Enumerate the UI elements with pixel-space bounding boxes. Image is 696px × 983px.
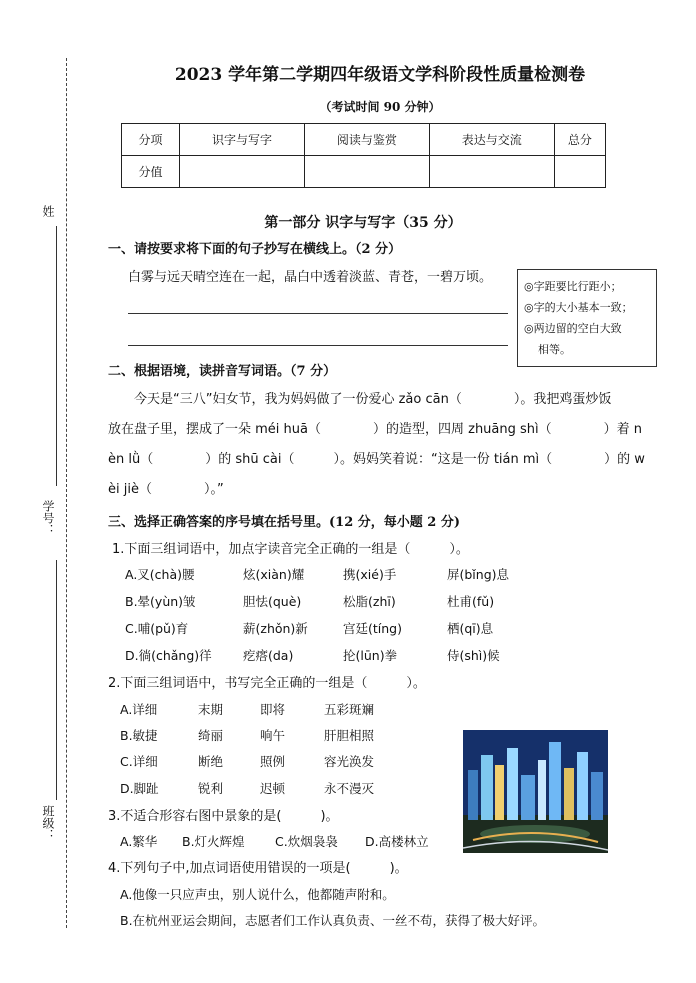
student-no-write-line [56,560,57,800]
option: B.敏捷 [120,728,158,743]
score-cell: 表达与交流 [429,124,554,156]
score-input-cell[interactable] [554,156,605,188]
option: 松脂(zhī) [343,594,396,609]
score-input-cell[interactable] [304,156,429,188]
option: D.高楼林立 [365,834,429,849]
option: 断绝 [198,754,224,769]
sub-question-3: 3.不适合形容右图中景象的是( )。 [108,809,339,824]
score-cell: 识字与写字 [180,124,305,156]
option: 绮丽 [198,728,224,743]
tip-text: ◎字的大小基本一致； [524,301,633,314]
class-label: 班级： [41,805,55,841]
name-label: 姓 [41,205,55,217]
option: 疙瘩(da) [243,648,294,663]
passage-line: èi jiè（ ）。” [108,482,224,497]
score-input-cell[interactable] [429,156,554,188]
option: 栖(qī)息 [447,621,494,636]
pinyin-passage [108,385,653,505]
tip-text: ◎字距要比行距小； [524,280,622,293]
question-3-title: 三、选择正确答案的序号填在括号里。(12 分，每小题 2 分) [108,515,461,530]
city-night-photo [463,730,608,853]
score-cell: 分项 [122,124,180,156]
option: 宫廷(tíng) [343,621,402,636]
option: 响午 [260,728,286,743]
score-table [121,123,606,188]
score-table-header-row [122,124,606,156]
part-title: 第一部分 识字与写字（35 分） [264,215,462,231]
option: D.徜(chǎng)徉 [125,648,212,663]
city-skyline-image [463,730,608,853]
score-input-cell[interactable] [180,156,305,188]
option: 锐利 [198,781,224,796]
exam-duration: （考试时间 90 分钟） [319,100,441,114]
answer-line[interactable] [128,345,508,346]
sub-question-2: 2.下面三组词语中，书写完全正确的一组是（ ）。 [108,676,426,691]
name-write-line [56,226,57,486]
passage-line: èn lǜ（ ）的 shū cài（ ）。妈妈笑着说：“这是一份 tián mì（ ）的 w [108,452,645,467]
option: 容光涣发 [324,754,375,769]
option: 杜甫(fǔ) [447,594,495,609]
question-2-title: 二、根据语境，读拼音写词语。（7 分） [108,364,337,379]
passage-line: 放在盘子里，摆成了一朵 méi huā（ ）的造型，四周 zhuāng shì（ ）着 n [108,422,643,437]
option: 永不漫灭 [324,781,375,796]
answer-line[interactable] [128,313,508,314]
option: B.灯火辉煌 [182,834,245,849]
option: A.繁华 [120,834,158,849]
option: 即将 [260,702,286,717]
option: 末期 [198,702,224,717]
copy-sentence: 白雾与远天晴空连在一起，晶白中透着淡蓝、青苍，一碧万顷。 [128,270,493,285]
sub-question-4: 4.下列句子中,加点词语使用错误的一项是( )。 [108,861,408,876]
option: B.晕(yùn)皱 [125,594,196,609]
option: 肝胆相照 [324,728,375,743]
option: 抡(lūn)拳 [343,648,398,663]
option: A.他像一只应声虫，别人说什么，他都随声附和。 [120,887,395,902]
option: C.详细 [120,754,158,769]
score-cell: 分值 [122,156,180,188]
option: 炫(xiàn)耀 [243,567,305,582]
option: 照例 [260,754,286,769]
score-cell: 阅读与鉴赏 [304,124,429,156]
option: C.炊烟袅袅 [275,834,338,849]
option: C.哺(pǔ)育 [125,621,189,636]
option: B.在杭州亚运会期间，志愿者们工作认真负责、一丝不苟，获得了极大好评。 [120,913,546,928]
tip-text: ◎两边留的空白大致 [524,322,622,335]
question-1-title: 一、请按要求将下面的句子抄写在横线上。（2 分） [108,242,402,257]
option: A.详细 [120,702,158,717]
tip-text: 相等。 [538,343,571,356]
option: 薪(zhǒn)新 [243,621,308,636]
option: A.叉(chà)腰 [125,567,195,582]
score-cell: 总分 [554,124,605,156]
option: 携(xié)手 [343,567,397,582]
student-no-label: 学号： [41,500,55,536]
exam-title: 2023 学年第二学期四年级语文学科阶段性质量检测卷 [174,65,586,85]
option: 五彩斑斓 [324,702,375,717]
option: D.脚趾 [120,781,159,796]
sub-question-1: 1.下面三组词语中，加点字读音完全正确的一组是（ ）。 [112,542,469,557]
passage-line: 今天是“三八”妇女节，我为妈妈做了一份爱心 zǎo cān（ ）。我把鸡蛋炒饭 [108,392,612,407]
score-table-value-row [122,156,606,188]
option: 迟顿 [260,781,286,796]
option: 侍(shì)候 [447,648,500,663]
writing-tips-box [517,269,657,367]
option: 胆怯(què) [243,594,302,609]
option: 屏(bǐng)息 [447,567,510,582]
binding-line [66,58,67,928]
